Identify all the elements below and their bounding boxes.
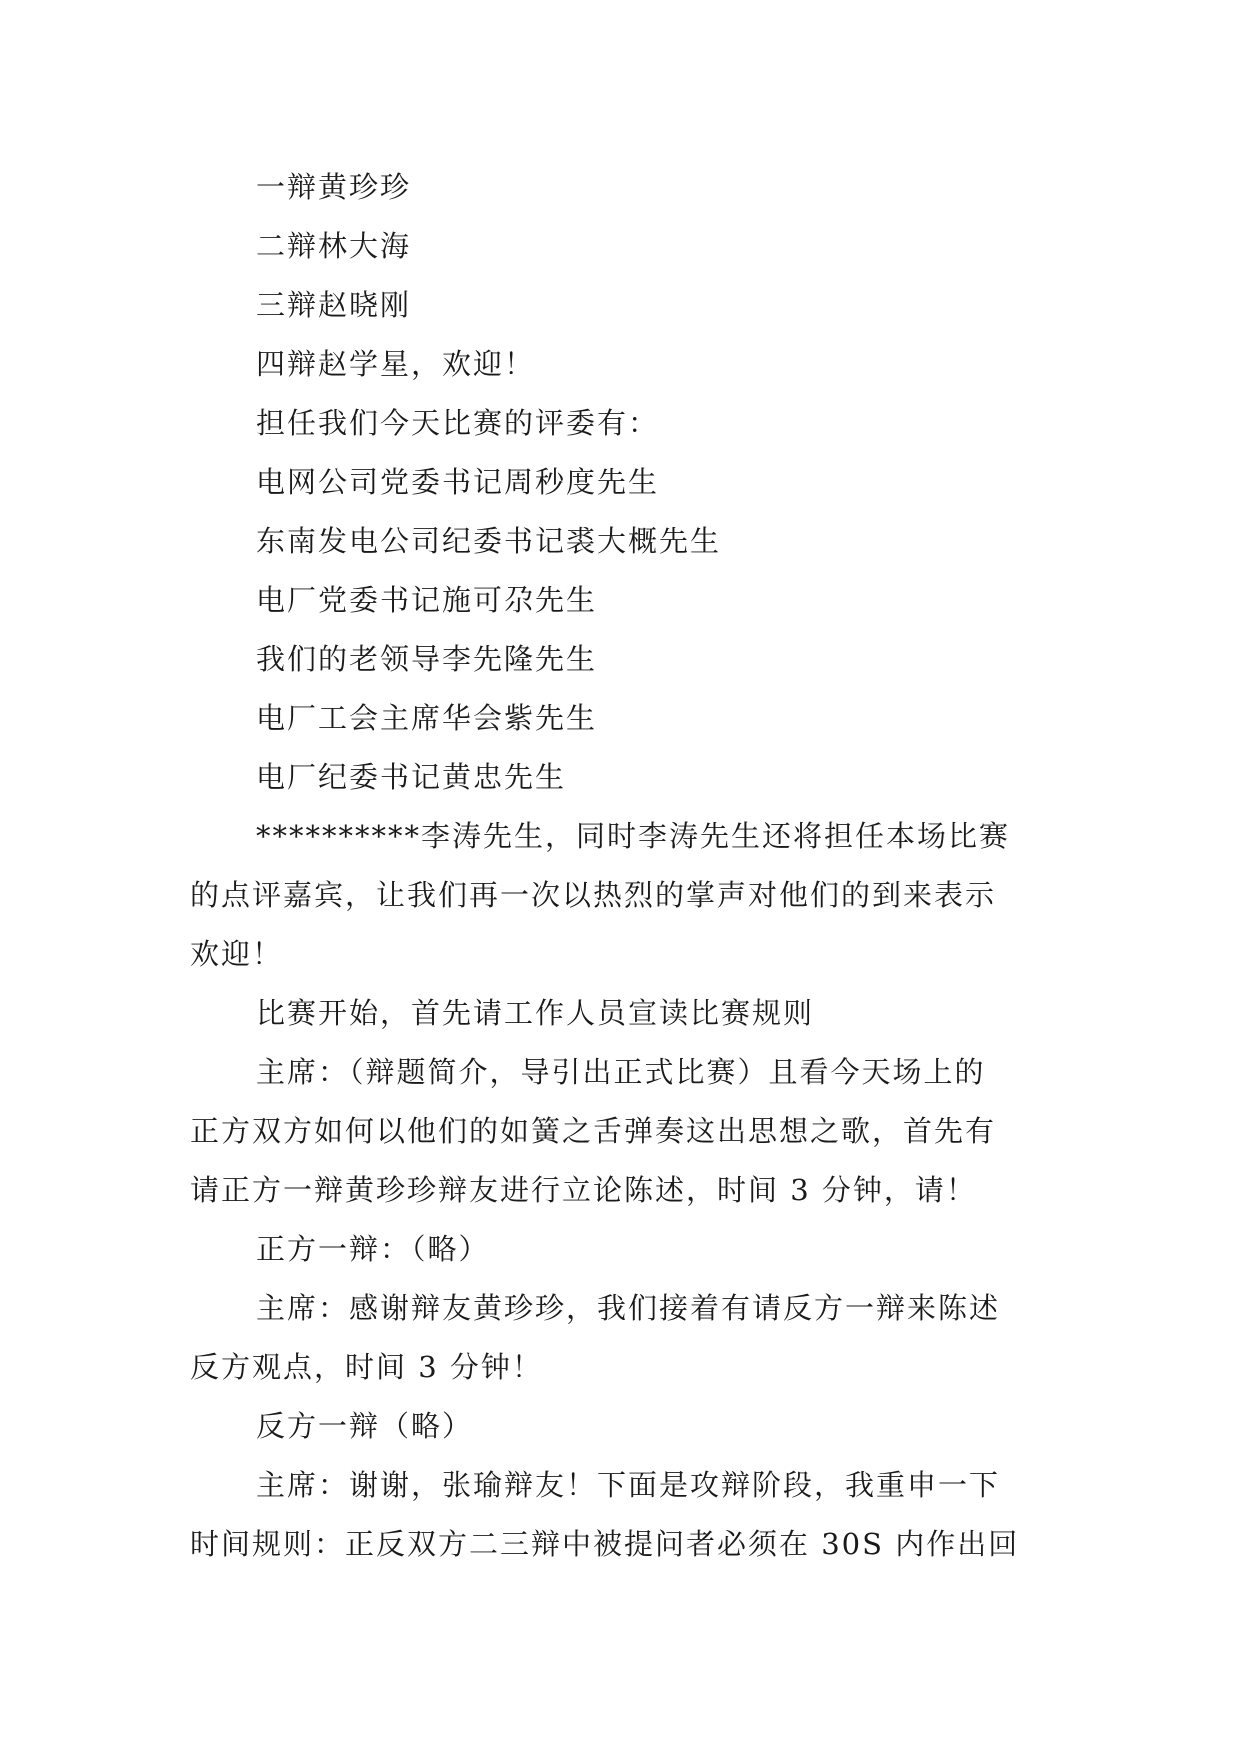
text-line: 时间规则：正反双方二三辩中被提问者必须在 30S 内作出回 <box>190 1527 1020 1561</box>
text-line: 主席：（辩题简介，导引出正式比赛）且看今天场上的 <box>256 1055 986 1089</box>
text-line: 担任我们今天比赛的评委有： <box>256 406 660 440</box>
text-line: 请正方一辩黄珍珍辩友进行立论陈述，时间 3 分钟，请！ <box>190 1173 977 1207</box>
text-line: 二辩林大海 <box>256 229 412 263</box>
text-line: 一辩黄珍珍 <box>256 170 412 204</box>
text-line: 反方观点，时间 3 分钟！ <box>190 1350 543 1384</box>
text-line: 的点评嘉宾，让我们再一次以热烈的掌声对他们的到来表示 <box>190 878 997 912</box>
text-line: 欢迎！ <box>190 937 284 971</box>
text-line: 正方双方如何以他们的如簧之舌弹奏这出思想之歌，首先有 <box>190 1114 997 1148</box>
text-line: 比赛开始，首先请工作人员宣读比赛规则 <box>256 996 815 1030</box>
text-line: 主席：谢谢，张瑜辩友！下面是攻辩阶段，我重申一下 <box>256 1468 1001 1502</box>
text-line: 电网公司党委书记周秒度先生 <box>256 465 660 499</box>
text-line: 东南发电公司纪委书记裘大概先生 <box>256 524 722 558</box>
text-line: 电厂纪委书记黄忠先生 <box>256 760 567 794</box>
text-line: 主席：感谢辩友黄珍珍，我们接着有请反方一辩来陈述 <box>256 1291 1001 1325</box>
document-body <box>190 158 1050 1574</box>
text-line: 电厂党委书记施可尕先生 <box>256 583 598 617</box>
text-line: 电厂工会主席华会紫先生 <box>256 701 598 735</box>
text-line: 我们的老领导李先隆先生 <box>256 642 598 676</box>
text-line: 反方一辩（略） <box>256 1409 474 1443</box>
text-line: 三辩赵晓刚 <box>256 288 412 322</box>
text-line: 四辩赵学星，欢迎！ <box>256 347 536 381</box>
text-line: 正方一辩：（略） <box>256 1232 490 1266</box>
text-line: **********李涛先生，同时李涛先生还将担任本场比赛 <box>256 819 1011 853</box>
